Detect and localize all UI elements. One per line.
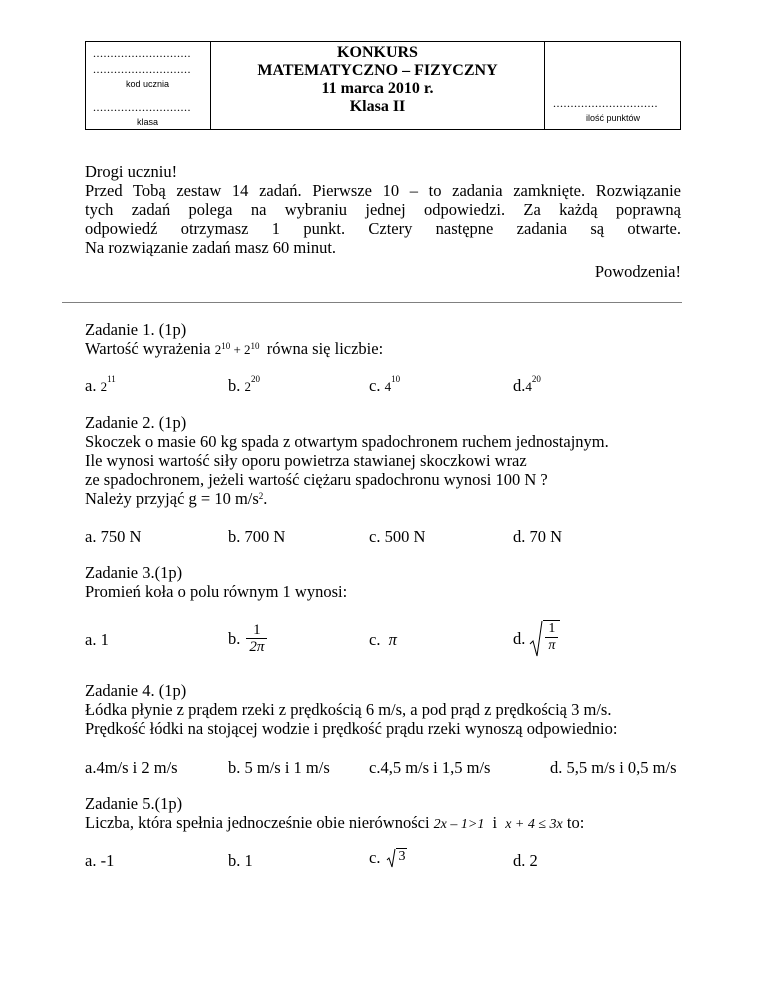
option-label: c.	[369, 376, 381, 395]
pi-symbol: π	[388, 630, 397, 649]
fraction-denominator: 2π	[249, 639, 265, 655]
title-class: Klasa II	[349, 98, 406, 115]
option-base: 2	[244, 379, 251, 394]
option-label: b.	[228, 628, 241, 648]
task-3-question: Promień koła o polu równym 1 wynosi:	[85, 582, 348, 601]
option-label: d.	[513, 376, 526, 395]
task-5-q-after: to:	[566, 813, 585, 832]
task-1-q-after: równa się liczbie:	[266, 339, 384, 358]
option-label: b.	[228, 376, 241, 395]
task-2-option-a[interactable]: a. 750 N	[85, 527, 142, 546]
task-2-option-d[interactable]: d. 70 N	[513, 527, 563, 546]
intro-line-1: Przed Tobą zestaw 14 zadań. Pierwsze 10 – to zadania zamknięte. Rozwiązanie	[85, 181, 681, 200]
task-4-option-c[interactable]: c.4,5 m/s i 1,5 m/s	[369, 758, 491, 777]
intro-line-2: tych zadań polega na wybraniu jednej odpowiedzi. Za każdą poprawną	[85, 200, 681, 219]
square-root	[386, 848, 407, 868]
task-2-line-4-sup: 2	[258, 491, 264, 501]
radicand: 3	[398, 849, 406, 864]
class-label: klasa	[136, 117, 158, 127]
fraction-numerator: 1	[246, 622, 267, 639]
task-2-question	[85, 432, 609, 508]
task-1-expression	[215, 342, 263, 357]
option-exp: 11	[107, 374, 116, 384]
task-5-question	[85, 813, 584, 834]
task-2-line-3: ze spadochronem, jeżeli wartość ciężaru spadochronu wynosi 100 N ?	[85, 470, 548, 489]
task-4-option-a[interactable]: a.4m/s i 2 m/s	[85, 758, 178, 777]
task-2-option-b[interactable]: b. 700 N	[228, 527, 286, 546]
task-4-option-b[interactable]: b. 5 m/s i 1 m/s	[228, 758, 330, 777]
task-2-line-4-text: Należy przyjąć g = 10 m/s	[85, 489, 259, 508]
task-1-option-c[interactable]	[369, 376, 400, 396]
fraction	[545, 621, 558, 654]
task-4-line-2: Prędkość łódki na stojącej wodzie i prędkość prądu rzeki wynoszą odpowiednio:	[85, 719, 618, 738]
class-dots[interactable]: ............................	[93, 100, 191, 114]
task-1-option-a[interactable]	[85, 376, 116, 396]
inequality-2: x + 4 ≤ 3x	[505, 817, 563, 832]
task-5-q-mid: i	[492, 813, 498, 832]
task-5-option-a[interactable]: a. -1	[85, 851, 115, 870]
points-label: ilość punktów	[585, 113, 641, 123]
task-5-option-c[interactable]	[369, 848, 407, 868]
task-1-question	[85, 339, 383, 359]
task-1-option-b[interactable]	[228, 376, 260, 396]
separator-line	[62, 302, 682, 303]
option-label: a.	[85, 376, 97, 395]
task-3-option-a[interactable]: a. 1	[85, 630, 109, 649]
option-label: d.	[513, 629, 526, 648]
radical-sign-icon	[529, 620, 543, 658]
intro-paragraph	[85, 181, 681, 257]
expr-base-2: 2	[244, 342, 251, 357]
intro-line-3: odpowiedź otrzymasz 1 punkt. Cztery następne zadania są otwarte.	[85, 219, 681, 238]
option-label: c.	[369, 848, 381, 867]
intro-line-4: Na rozwiązanie zadań masz 60 minut.	[85, 238, 337, 257]
option-exp: 20	[251, 374, 260, 384]
radical-sign-icon	[386, 848, 396, 868]
fraction	[246, 622, 267, 655]
task-1-option-d[interactable]	[513, 376, 541, 396]
task-2-line-2: Ile wynosi wartość siły oporu powietrza stawianej skoczkowi wraz	[85, 451, 527, 470]
task-1-q-before: Wartość wyrażenia	[85, 339, 211, 358]
task-5-option-d[interactable]: d. 2	[513, 851, 538, 870]
task-3-option-d[interactable]	[513, 620, 560, 658]
option-exp: 20	[531, 374, 541, 384]
task-5-q-before: Liczba, która spełnia jednocześnie obie nierówności	[85, 813, 430, 832]
contest-title	[211, 44, 544, 116]
task-5-title: Zadanie 5.(1p)	[85, 794, 183, 813]
square-root	[529, 620, 560, 658]
task-4-question	[85, 700, 617, 738]
task-3-option-c[interactable]	[369, 630, 397, 650]
expr-plus: +	[233, 342, 241, 357]
option-base: 2	[100, 379, 108, 394]
task-2-line-4-end: .	[263, 489, 268, 508]
expr-exp-2: 10	[250, 341, 260, 351]
task-2-line-1: Skoczek o masie 60 kg spada z otwartym spadochronem ruchem jednostajnym.	[85, 432, 609, 451]
points-dots[interactable]: ..............................	[553, 96, 658, 110]
option-exp: 10	[391, 374, 401, 384]
title-date: 11 marca 2010 r.	[321, 80, 434, 97]
expr-exp-1: 10	[221, 341, 231, 351]
student-code-label: kod ucznia	[125, 79, 170, 89]
intro-greeting: Drogi uczniu!	[85, 162, 178, 181]
title-line-1: KONKURS	[337, 44, 418, 61]
intro-closing: Powodzenia!	[594, 262, 681, 281]
task-1-title: Zadanie 1. (1p)	[85, 320, 187, 339]
task-2-title: Zadanie 2. (1p)	[85, 413, 187, 432]
fraction-denominator: π	[548, 638, 556, 653]
task-3-title: Zadanie 3.(1p)	[85, 563, 183, 582]
task-4-option-d[interactable]: d. 5,5 m/s i 0,5 m/s	[550, 758, 677, 777]
task-4-title: Zadanie 4. (1p)	[85, 681, 187, 700]
option-base: 4	[525, 379, 532, 394]
student-code-dots-1[interactable]: ............................	[93, 46, 191, 60]
option-base: 4	[384, 379, 392, 394]
task-4-line-1: Łódka płynie z prądem rzeki z prędkością 6 m/s, a pod prąd z prędkością 3 m/s.	[85, 700, 612, 719]
task-5-option-b[interactable]: b. 1	[228, 851, 253, 870]
student-code-dots-2[interactable]: ............................	[93, 62, 191, 76]
task-2-line-4	[85, 489, 609, 508]
inequality-1: 2x – 1>1	[433, 817, 485, 832]
task-2-option-c[interactable]: c. 500 N	[369, 527, 426, 546]
fraction-numerator: 1	[545, 621, 558, 638]
task-3-option-b[interactable]	[228, 622, 267, 655]
title-line-2: MATEMATYCZNO – FIZYCZNY	[257, 62, 498, 79]
expr-base-1: 2	[214, 342, 222, 357]
option-label: c.	[369, 630, 381, 649]
